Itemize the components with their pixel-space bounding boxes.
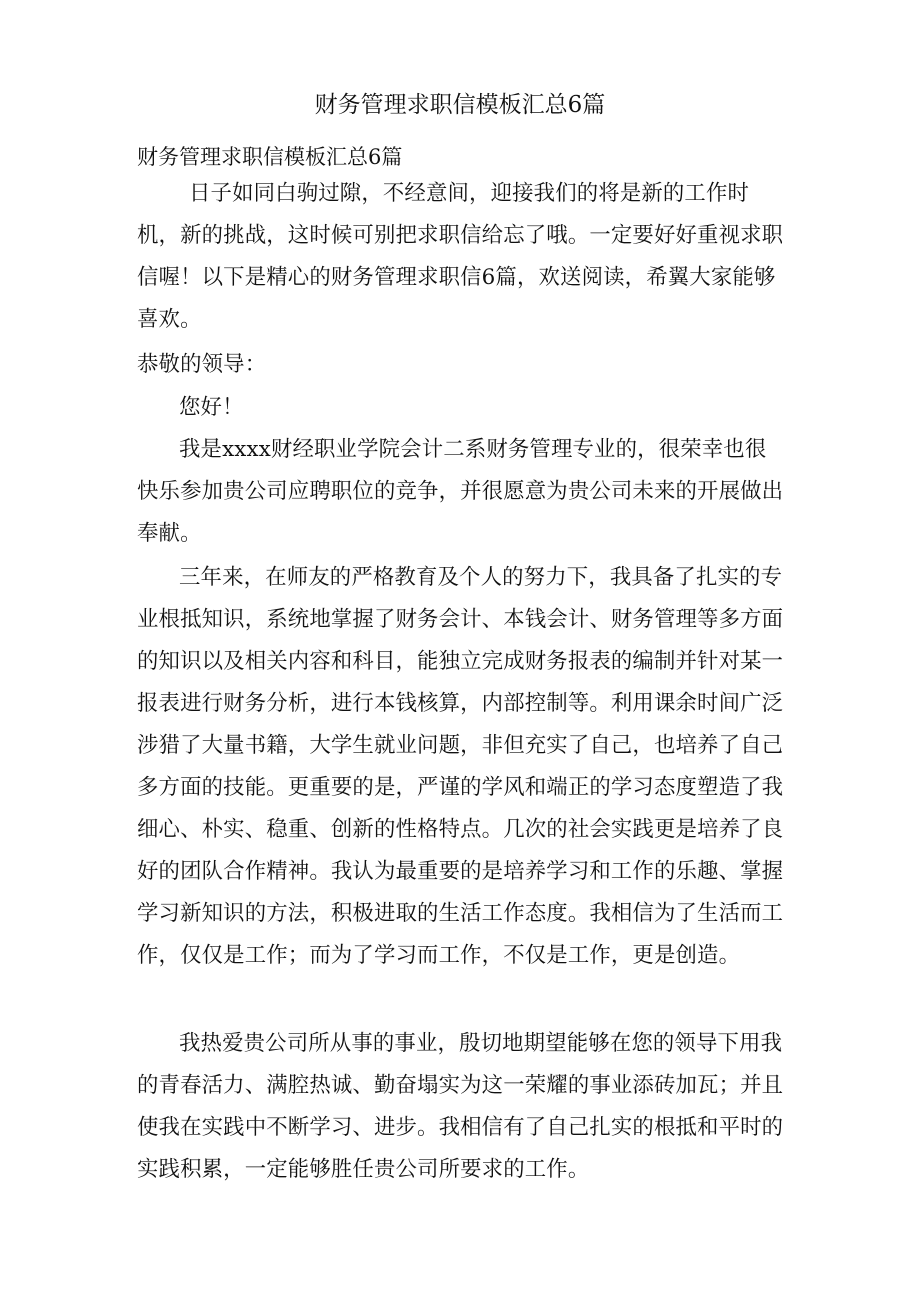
letter-greeting: 您好！	[179, 395, 244, 420]
letter-paragraph-introduction: 我是xxxx财经职业学院会计二系财务管理专业的，很荣幸也很快乐参加贵公司应聘职位的竞争，并很愿意为贵公司未来的开展做出奉献。	[137, 437, 784, 546]
letter-salutation: 恭敬的领导：	[137, 352, 267, 377]
page-title: 财务管理求职信模板汇总6篇	[314, 92, 606, 118]
intro-paragraph: 日子如同白驹过隙，不经意间，迎接我们的将是新的工作时机，新的挑战，这时候可别把求职信给忘了哦。一定要好好重视求职信喔！以下是精心的财务管理求职信6篇，欢送阅读，希翼大家能够喜欢。	[137, 181, 784, 332]
letter-paragraph-commitment: 我热爱贵公司所从事的事业，殷切地期望能够在您的领导下用我的青春活力、满腔热诚、勤奋塌实为这一荣耀的事业添砖加瓦；并且使我在实践中不断学习、进步。我相信有了自己扎实的根抵和平时的实践积累，一定能够胜任贵公司所要求的工作。	[137, 1031, 784, 1182]
document-subtitle: 财务管理求职信模板汇总6篇	[137, 145, 403, 169]
letter-paragraph-qualifications: 三年来，在师友的严格教育及个人的努力下，我具备了扎实的专业根抵知识，系统地掌握了财务会计、本钱会计、财务管理等多方面的知识以及相关内容和科目，能独立完成财务报表的编制并针对某一报表进行财务分析，进行本钱核算，内部控制等。利用课余时间广泛涉猎了大量书籍，大学生就业问题，非但充实了自己，也培养了自己多方面的技能。更重要的是，严谨的学风和端正的学习态度塑造了我细心、朴实、稳重、创新的性格特点。几次的社会实践更是培养了良好的团队合作精神。我认为最重要的是培养学习和工作的乐趣、掌握学习新知识的方法，积极进取的生活工作态度。我相信为了生活而工作，仅仅是工作；而为了学习而工作，不仅是工作，更是创造。	[137, 565, 784, 968]
